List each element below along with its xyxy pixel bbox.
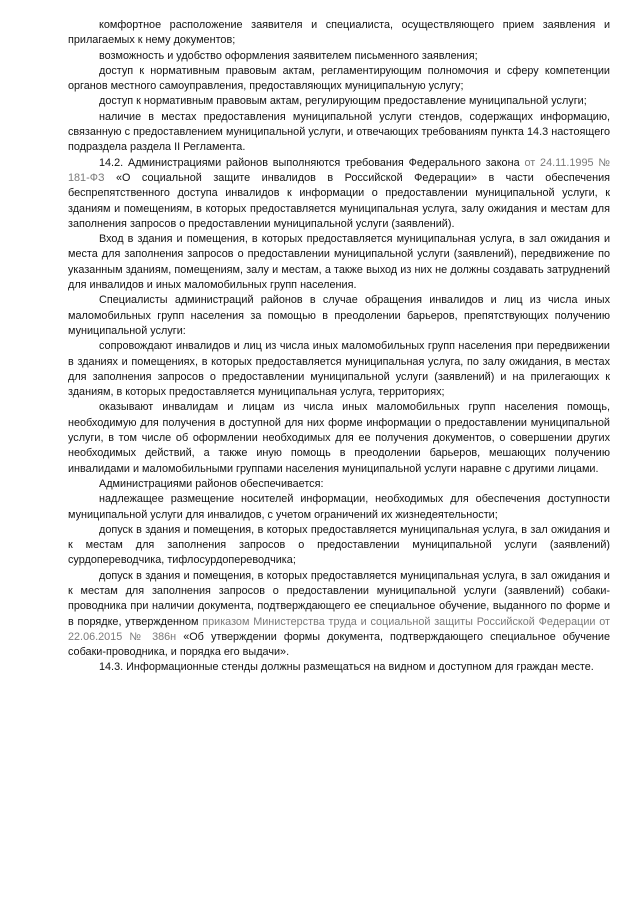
document-body (68, 18, 610, 676)
paragraph-stands: наличие в местах предоставления муниципальной услуги стендов, содержащих информацию, связанную с предоставлением муниципальной услуги, и отвечающих требованиям пункта 14.3 настоящего подраздела раздела II Регламента. (68, 110, 610, 154)
paragraph-info-carriers: надлежащее размещение носителей информации, необходимых для обеспечения доступности муниципальной услуги для инвалидов, с учетом ограничений их жизнедеятельности; (68, 493, 610, 521)
federal-law-link[interactable]: от 24.11.1995 № 181-ФЗ (68, 156, 610, 184)
paragraph-14-2-after: «О социальной защите инвалидов в Российской Федерации» в части обеспечения беспрепятственного доступа инвалидов к информации о предоставлении муниципальной услуги, к зданиям и помещениям, в которых предоставляется муниципальная услуга, залу ожидания и местам для заполнения запросов о предоставлении муниципальной услуги (заявлений). (68, 171, 610, 230)
paragraph-access-competence-acts: доступ к нормативным правовым актам, регламентирующим полномочия и сферу компетенции органов местного самоуправления, предоставляющих муниципальную услугу; (68, 64, 610, 93)
paragraph-guide-dog-after: «Об утверждении формы документа, подтверждающего специальное обучение собаки-проводника, и порядка его выдачи». (68, 630, 610, 659)
paragraph-specialists: Специалисты администраций районов в случае обращения инвалидов и лиц из числа иных маломобильных групп населения за помощью в преодолении барьеров, препятствующих получению муниципальной услуги: (68, 294, 610, 337)
paragraph-entrance: Вход в здания и помещения, в которых предоставляется муниципальная услуга, в зал ожидания и места для заполнения запросов о предоставлении муниципальной услуги (заявлений), передвижение по указанным зданиям, помещениям, залу и местам, а также выход из них не должны создавать затруднений для инвалидов и иных маломобильных групп населения. (68, 233, 610, 292)
paragraph-application-convenience: возможность и удобство оформления заявителем письменного заявления; (99, 49, 478, 62)
ministry-order-link[interactable]: приказом Министерства труда и социальной защиты Российской Федерации от 22.06.2015 № 386н (68, 615, 610, 643)
paragraph-guide-dog-before: допуск в здания и помещения, в которых предоставляется муниципальная услуга, в зал ожидания и к местам для заполнения запросов о предоставлении муниципальной услуги (заявлений) собаки-проводника при наличии документа, подтверждающего ее специальное обучение, выданного по форме и в порядке, утвержденном (68, 569, 610, 628)
paragraph-14-2-before: 14.2. Администрациями районов выполняются требования Федерального закона (99, 156, 525, 169)
paragraph-administrations-provide: Администрациями районов обеспечивается: (99, 477, 324, 490)
paragraph-comfort: комфортное расположение заявителя и специалиста, осуществляющего прием заявления и прилагаемых к нему документов; (68, 19, 610, 47)
paragraph-14-3: 14.3. Информационные стенды должны размещаться на видном и доступном для граждан месте. (99, 661, 594, 674)
paragraph-14-2 (68, 156, 610, 232)
paragraph-assist: оказывают инвалидам и лицам из числа иных маломобильных групп населения помощь, необходимую для получения в доступной для них форме информации о предоставлении муниципальной услуги, в том числе об оформлении необходимых для ее получения документов, о совершении других необходимых действий, а также иную помощь в преодолении барьеров, мешающих получению инвалидами и маломобильными группами населения муниципальной услуги наравне с другими лицами. (68, 401, 610, 475)
paragraph-accompany: сопровождают инвалидов и лиц из числа иных маломобильных групп населения при передвижении в зданиях и помещениях, в которых предоставляется муниципальная услуга, по залу ожидания, в местах для заполнения запросов о предоставлении муниципальной услуги (заявлений) и на прилегающих к зданиям, в которых предоставляется муниципальная услуга, территориях; (68, 340, 610, 399)
paragraph-interpreters: допуск в здания и помещения, в которых предоставляется муниципальная услуга, в зал ожидания и к местам для заполнения запросов о предоставлении муниципальной услуги (заявлений) сурдопереводчика, тифлосурдопереводчика; (68, 523, 610, 567)
paragraph-guide-dog (68, 569, 610, 661)
paragraph-access-service-acts: доступ к нормативным правовым актам, регулирующим предоставление муниципальной услуги; (99, 95, 587, 108)
